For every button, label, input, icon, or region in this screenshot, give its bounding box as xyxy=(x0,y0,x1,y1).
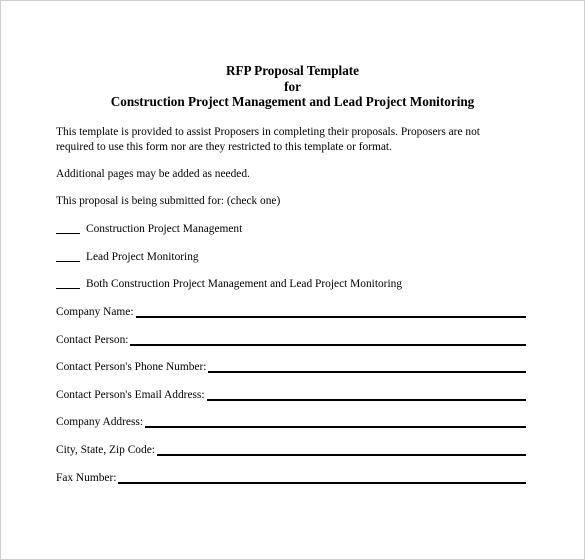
company-address-line[interactable] xyxy=(145,426,526,428)
company-address-field xyxy=(56,415,526,429)
contact-phone-line[interactable] xyxy=(208,371,526,373)
option-lead-project-monitoring[interactable] xyxy=(56,250,199,264)
contact-email-field xyxy=(56,388,526,402)
intro-line-2: required to use this form nor are they restricted to this template or format. xyxy=(56,141,392,153)
company-name-line[interactable] xyxy=(136,316,526,318)
option-label: Lead Project Monitoring xyxy=(86,251,199,263)
intro-line-1: This template is provided to assist Proposers in completing their proposals. Proposers are not xyxy=(56,126,480,138)
check-blank[interactable] xyxy=(56,251,80,262)
field-label: City, State, Zip Code: xyxy=(56,444,155,456)
field-label: Company Name: xyxy=(56,306,134,318)
city-state-zip-line[interactable] xyxy=(157,454,526,456)
contact-person-line[interactable] xyxy=(130,344,526,346)
company-name-field xyxy=(56,305,526,319)
option-label: Construction Project Management xyxy=(86,223,243,235)
field-label: Fax Number: xyxy=(56,472,117,484)
city-state-zip-field xyxy=(56,443,526,457)
contact-phone-field xyxy=(56,360,526,374)
fax-number-field xyxy=(56,471,526,485)
title-line-1: RFP Proposal Template xyxy=(225,63,360,78)
contact-person-field xyxy=(56,333,526,347)
document-title xyxy=(1,63,584,110)
option-both[interactable] xyxy=(56,277,402,291)
additional-pages-note: Additional pages may be added as needed. xyxy=(56,168,250,180)
fax-number-line[interactable] xyxy=(118,482,526,484)
contact-email-line[interactable] xyxy=(207,399,526,401)
title-line-2: for xyxy=(284,78,301,94)
field-label: Company Address: xyxy=(56,416,144,428)
option-construction-project-management[interactable] xyxy=(56,222,242,236)
field-label: Contact Person: xyxy=(56,334,129,346)
option-label: Both Construction Project Management and Lead Project Monitoring xyxy=(86,278,403,290)
check-blank[interactable] xyxy=(56,223,80,234)
field-label: Contact Person's Phone Number: xyxy=(56,361,207,373)
submitted-for-prompt: This proposal is being submitted for: (check one) xyxy=(56,195,281,207)
title-line-3: Construction Project Management and Lead Project Monitoring xyxy=(110,94,475,109)
field-label: Contact Person's Email Address: xyxy=(56,389,205,401)
check-blank[interactable] xyxy=(56,278,80,289)
